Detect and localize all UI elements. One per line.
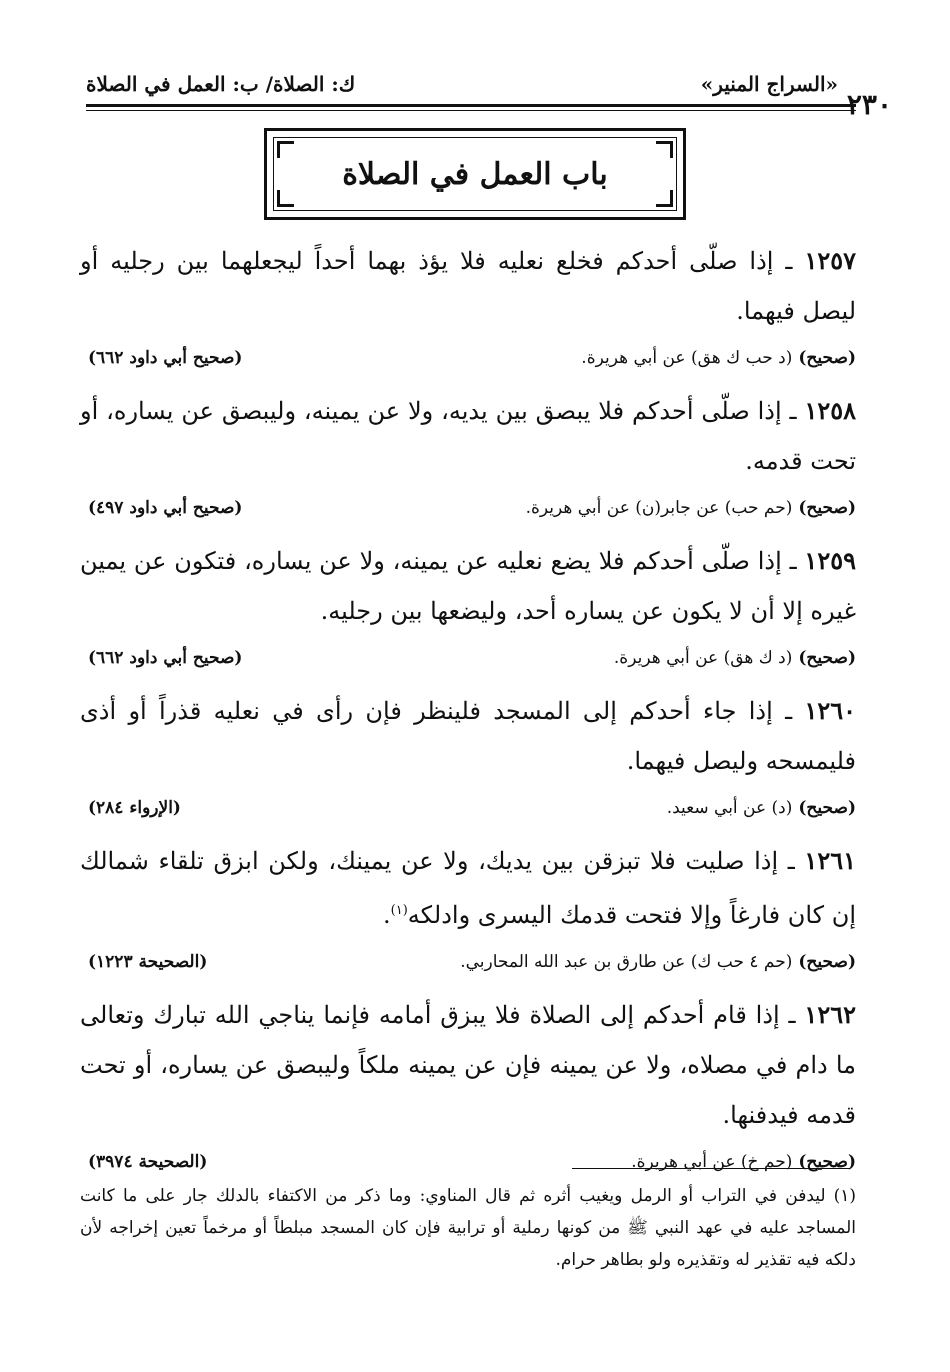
grading-group bbox=[667, 798, 856, 818]
hadith-text bbox=[80, 236, 856, 336]
page-number: ٢٣٠ bbox=[846, 88, 892, 121]
sources-text: (د) عن أبي سعيد. bbox=[666, 798, 793, 818]
chapter-title: باب العمل في الصلاة bbox=[342, 157, 608, 192]
hadith-entry bbox=[80, 386, 856, 530]
footnote-reference[interactable]: (١) bbox=[390, 903, 408, 918]
header-rule-thick bbox=[86, 104, 856, 107]
hadith-number: ١٢٦٢ bbox=[804, 1000, 856, 1029]
hadith-list bbox=[80, 236, 856, 1190]
grading-group bbox=[631, 1152, 856, 1172]
reference-citation: (صحيح أبي داود ٦٦٢) bbox=[88, 348, 243, 368]
footnote-marker: (١) bbox=[833, 1186, 856, 1206]
source-line bbox=[80, 786, 856, 830]
hadith-text bbox=[80, 990, 856, 1140]
hadith-text bbox=[80, 536, 856, 636]
hadith-text bbox=[80, 836, 856, 940]
hadith-number: ١٢٥٩ bbox=[804, 546, 856, 575]
footnote-text: ليدفن في التراب أو الرمل ويغيب أثره ثم قال المناوي: وما ذكر من الاكتفاء بالدلك جار على ما كانت المساجد عليه في عهد النبي ﷺ من كونها رملية أو ترابية فإن كان المسجد مبلطاً أو مرخماً تعين إخراجه لأن دلكه فيه تقذير له وتقذيره ولو بطاهر حرام. bbox=[80, 1186, 856, 1270]
sources-text: (حم حب) عن جابر(ن) عن أبي هريرة. bbox=[525, 498, 793, 518]
hadith-body: ـ إذا جاء أحدكم إلى المسجد فلينظر فإن رأى في نعليه قذراً أو أذى فليمسحه وليصل فيهما. bbox=[80, 697, 856, 775]
sources-text: (حم ٤ حب ك) عن طارق بن عبد الله المحاربي. bbox=[460, 952, 793, 972]
hadith-body-end: . bbox=[383, 901, 391, 929]
hadith-entry bbox=[80, 536, 856, 680]
source-line bbox=[80, 486, 856, 530]
grading-group bbox=[460, 952, 856, 972]
hadith-body: ـ إذا صلّى أحدكم فخلع نعليه فلا يؤذ بهما أحداً ليجعلهما بين رجليه أو ليصل فيهما. bbox=[80, 247, 856, 325]
running-book-title: «السراج المنير» bbox=[700, 72, 838, 96]
sources-text: (د حب ك هق) عن أبي هريرة. bbox=[581, 348, 793, 368]
grade-label: (صحيح) bbox=[798, 348, 856, 368]
running-section-title: ك: الصلاة/ ب: العمل في الصلاة bbox=[86, 72, 356, 96]
grade-label: (صحيح) bbox=[798, 952, 856, 972]
hadith-entry bbox=[80, 990, 856, 1184]
sources-text: (د ك هق) عن أبي هريرة. bbox=[613, 648, 793, 668]
grading-group bbox=[614, 648, 856, 668]
grade-label: (صحيح) bbox=[798, 798, 856, 818]
hadith-number: ١٢٥٧ bbox=[804, 246, 856, 275]
hadith-body: ـ إذا صلّى أحدكم فلا يضع نعليه عن يمينه، ولا عن يساره، فتكون عن يمين غيره إلا أن لا يكون عن يساره أحد، وليضعها بين رجليه. bbox=[80, 547, 856, 625]
footnote-separator bbox=[572, 1168, 850, 1169]
sources-text: (حم خ) عن أبي هريرة. bbox=[631, 1152, 793, 1172]
source-line bbox=[80, 940, 856, 984]
reference-citation: (صحيح أبي داود ٤٩٧) bbox=[88, 498, 243, 518]
hadith-entry bbox=[80, 686, 856, 830]
hadith-entry bbox=[80, 836, 856, 984]
footnote bbox=[80, 1180, 856, 1276]
hadith-entry bbox=[80, 236, 856, 380]
grade-label: (صحيح) bbox=[798, 1152, 856, 1172]
chapter-title-box bbox=[264, 128, 686, 220]
hadith-body: ـ إذا صليت فلا تبزقن بين يديك، ولا عن يمينك، ولكن ابزق تلقاء شمالك إن كان فارغاً وإلا فتحت قدمك اليسرى وادلكه bbox=[80, 847, 856, 929]
grading-group bbox=[581, 348, 856, 368]
grade-label: (صحيح) bbox=[798, 648, 856, 668]
grading-group bbox=[526, 498, 856, 518]
reference-citation: (الصحيحة ٣٩٧٤) bbox=[88, 1152, 208, 1172]
hadith-body: ـ إذا صلّى أحدكم فلا يبصق بين يديه، ولا عن يمينه، وليبصق عن يساره، أو تحت قدمه. bbox=[80, 397, 856, 475]
hadith-body: ـ إذا قام أحدكم إلى الصلاة فلا يبزق أمامه فإنما يناجي الله تبارك وتعالى ما دام في مصلاه، ولا عن يمينه فإن عن يمينه ملكاً وليبصق عن يساره، أو تحت قدمه فيدفنها. bbox=[80, 1001, 856, 1129]
reference-citation: (الصحيحة ١٢٢٣) bbox=[88, 952, 208, 972]
hadith-text bbox=[80, 686, 856, 786]
header-rule-thin bbox=[86, 110, 856, 111]
frame-corner-ornament bbox=[277, 190, 294, 207]
source-line bbox=[80, 1140, 856, 1184]
hadith-number: ١٢٦١ bbox=[804, 846, 856, 875]
source-line bbox=[80, 636, 856, 680]
frame-corner-ornament bbox=[277, 141, 294, 158]
hadith-text bbox=[80, 386, 856, 486]
frame-corner-ornament bbox=[656, 141, 673, 158]
reference-citation: (صحيح أبي داود ٦٦٢) bbox=[88, 648, 243, 668]
source-line bbox=[80, 336, 856, 380]
reference-citation: (الإرواء ٢٨٤) bbox=[88, 798, 181, 818]
hadith-number: ١٢٥٨ bbox=[804, 396, 856, 425]
frame-corner-ornament bbox=[656, 190, 673, 207]
grade-label: (صحيح) bbox=[798, 498, 856, 518]
hadith-number: ١٢٦٠ bbox=[804, 696, 856, 725]
